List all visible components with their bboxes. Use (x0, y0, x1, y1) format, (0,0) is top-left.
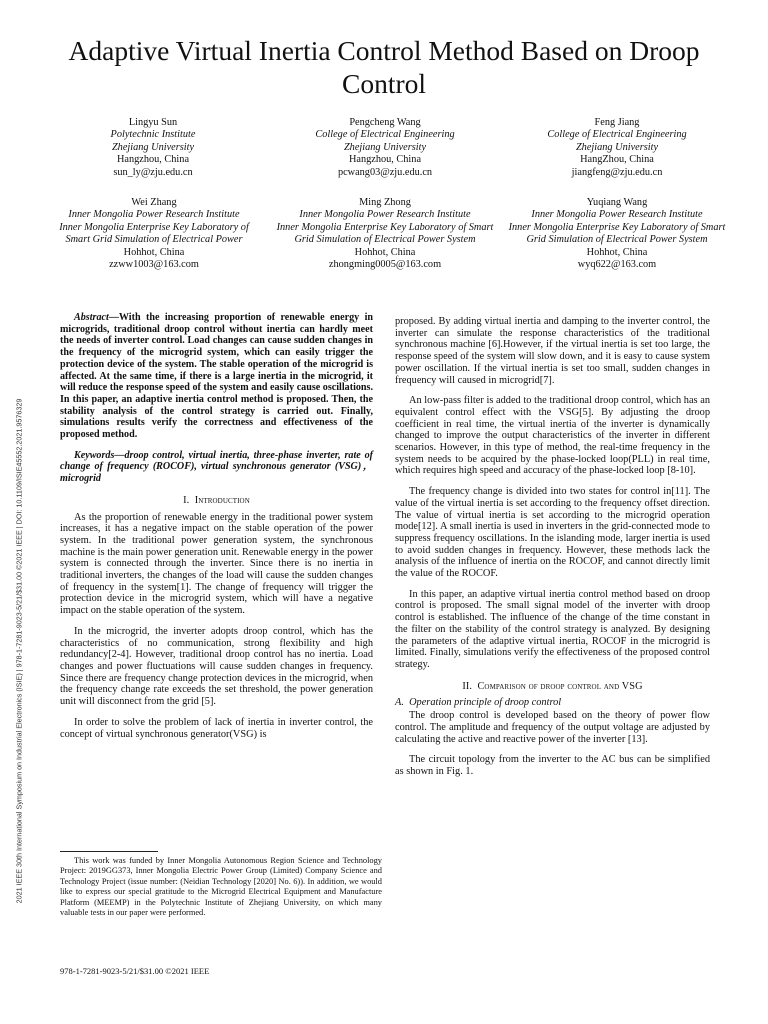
author-name: Ming Zhong (359, 197, 411, 208)
section-heading-comparison (395, 681, 710, 693)
author-affiliation: Inner Mongolia Power Research Institute (68, 209, 240, 221)
author-block-6 (508, 197, 726, 271)
section-heading-introduction (60, 495, 373, 507)
abstract-label: Abstract (74, 312, 109, 323)
author-email: pcwang03@zju.edu.cn (337, 166, 433, 178)
abstract (60, 312, 373, 441)
right-column (395, 316, 710, 778)
paragraph: In order to solve the problem of lack of inertia in inverter control, the concept of virtual synchronous generator(VSG) is (60, 716, 373, 740)
author-name: Yuqiang Wang (586, 197, 648, 208)
paragraph: As the proportion of renewable energy in the traditional power system increases, it has a negative impact on the stable operation of the power system. In the traditional power generation system, the synchronous machine is the main power generation unit. Renewable energy in the power system is connected through the inverter. Since there is no inertia in traditional inverters, the changes of the load will cause the sudden changes of frequency in the system[1]. The change of frequency will trigger the protection device in the microgrid system, which will have a negative impact on the stable operation of the system. (60, 511, 373, 617)
author-city: Hohhot, China (354, 246, 416, 258)
author-block-4 (48, 197, 260, 271)
author-affiliation: Zhejiang University (111, 141, 195, 153)
author-name: Pengcheng Wang (349, 117, 421, 128)
paragraph: An low-pass filter is added to the traditional droop control, which has an equivalent control effect with the VSG[5]. By adjusting the droop coefficient in real time, the virtual inertia of the inverter is dynamically changed to improve the output characteristics of the inverter in different scenarios. However, in this type of method, the real-time frequency in the system needs to be acquired by the phase-locked loop(PLL) in real time, which requires high speed and accuracy of the phase-locked loop [8-10]. (395, 395, 710, 477)
author-city: Hohhot, China (123, 246, 185, 258)
author-name: Lingyu Sun (128, 117, 178, 128)
author-city: Hangzhou, China (348, 154, 422, 166)
paragraph: The droop control is developed based on the theory of power flow control. The amplitude and frequency of the output voltage are adjusted by calculating the active and reactive power of the inverter [13]. (395, 710, 710, 745)
section-title: Comparison of droop control and VSG (477, 680, 643, 692)
paper-title: Adaptive Virtual Inertia Control Method Based on Droop Control (68, 35, 700, 99)
author-email: zzww1003@163.com (109, 259, 199, 271)
author-affiliation: Inner Mongolia Enterprise Key Laboratory of Smart Grid Simulation of Electrical Power (59, 221, 249, 246)
paragraph: In the microgrid, the inverter adopts droop control, which has the characteristics of no communication, strong flexibility and high redundancy[2-4]. However, traditional droop control has no inertia. Load changes and power fluctuations will cause sudden changes in frequency. Since there are frequency change protection devices in the microgrid, when the frequency change rate exceeds the set threshold, the power generation unit will disconnect from the grid [5]. (60, 625, 373, 708)
author-affiliation: College of Electrical Engineering (547, 129, 687, 141)
author-affiliation: Inner Mongolia Enterprise Key Laboratory of Smart Grid Simulation of Electrical Power System (508, 221, 726, 246)
author-block-5 (276, 197, 494, 271)
author-city: Hohhot, China (586, 246, 648, 258)
author-email: zhongming0005@163.com (328, 259, 442, 271)
copyright-line: 978-1-7281-9023-5/21/$31.00 ©2021 IEEE (60, 966, 210, 976)
side-banner (14, 326, 24, 976)
author-email: jiangfeng@zju.edu.cn (571, 166, 663, 178)
left-column (60, 312, 373, 740)
subsection-label: A. (395, 697, 404, 709)
paragraph: In this paper, an adaptive virtual inertia control method based on droop control is proposed. The small signal model of the inverter with droop control is established. The influence of the change of the time constant in the filter on the stability of the control strategy is analyzed. By designing the parameters of the adaptive virtual inertia, ROCOF in the microgrid is limited. Finally, simulations verify the effectiveness of the proposed control strategy. (395, 588, 710, 670)
author-affiliation: Inner Mongolia Power Research Institute (531, 209, 703, 221)
section-number: II. (462, 680, 473, 692)
subsection-title: Operation principle of droop control (409, 697, 562, 709)
author-affiliation: Inner Mongolia Enterprise Key Laboratory of Smart Grid Simulation of Electrical Power System (276, 221, 494, 246)
author-affiliation: Inner Mongolia Power Research Institute (299, 209, 471, 221)
author-block-1 (38, 117, 268, 179)
keywords-text: —droop control, virtual inertia, three-phase inverter, rate of change of frequency (ROCOF), virtual synchronous generator (VSG)， microgrid (60, 449, 373, 485)
author-name: Wei Zhang (131, 197, 177, 208)
section-title: Introduction (194, 494, 250, 506)
author-block-3 (502, 117, 732, 179)
side-banner-text: 2021 IEEE 30th International Symposium on Industrial Electronics (ISIE) | 978-1-7281-9023-5/21/$31.00 ©2021 IEEE | DOI: 10.1109/ISIE45552.2021.9576329 (14, 398, 24, 904)
author-block-2 (270, 117, 500, 179)
author-affiliation: Zhejiang University (343, 141, 427, 153)
author-affiliation: Zhejiang University (575, 141, 659, 153)
footnote-rule (60, 851, 158, 852)
author-city: HangZhou, China (580, 154, 654, 166)
subsection-heading (395, 697, 710, 709)
funding-footnote: This work was funded by Inner Mongolia Autonomous Region Science and Technology Project: 2019GG373, Inner Mongolia Electric Power Group (Limited) Company Science and Technology Project (issue number: (Neidian Technology [2020] No. 6)). In addition, we would like to express our special gratitude to the Microgrid Electrical Equipment and Manufacture Platform (MEEMP) in the Polytechnic Institute of Zhejiang University, on which many valuable tests in our paper were performed. (60, 856, 382, 918)
keywords (60, 450, 373, 485)
author-affiliation: College of Electrical Engineering (315, 129, 455, 141)
author-affiliation: Polytechnic Institute (110, 129, 196, 141)
paragraph: The frequency change is divided into two states for control in[11]. The value of the virtual inertia is set according to the frequency offset direction. The value of virtual inertia is set according to the microgrid operation mode[12]. A small inertia is used in inverters in the grid-connected mode to suppress frequency oscillations. In the islanding mode, larger inertia is used to avoid sudden changes in frequency. However, these methods lack the analysis of the influence of inertia on the ROCOF, and cannot directly limit the value of the ROCOF. (395, 486, 710, 580)
paragraph: The circuit topology from the inverter to the AC bus can be simplified as shown in Fig. 1. (395, 754, 710, 777)
author-city: Hangzhou, China (116, 154, 190, 166)
author-email: sun_ly@zju.edu.cn (113, 166, 193, 178)
paragraph: proposed. By adding virtual inertia and damping to the inverter control, the inverter can simulate the response characteristics of the traditional synchronous machine [6].However, if the virtual inertia is set too large, the response speed of the system will slow down, and it is easy to cause system power oscillation. If the virtual inertia is set too small, sudden changes in frequency will caused in microgrid[7]. (395, 316, 710, 386)
abstract-text: —With the increasing proportion of renewable energy in microgrids, traditional droop control without inertia can hardly meet the needs of inverter control. Load changes can cause sudden changes in the frequency of the microgrid system, which can easily trigger the protection device of the system. The stable operation of the microgrid is affected. At the same time, if there is a large inertia in the microgrid, it will reduce the response speed of the system and easily cause oscillations. In this paper, an adaptive inertia control method is proposed. Then, the stability analysis of the control strategy is carried out. Finally, simulations results verify the correctness and effectiveness of the proposed method. (60, 312, 373, 441)
author-name: Feng Jiang (594, 117, 640, 128)
author-email: wyq622@163.com (577, 259, 657, 271)
keywords-label: Keywords (74, 449, 115, 461)
section-number: I. (183, 494, 190, 506)
